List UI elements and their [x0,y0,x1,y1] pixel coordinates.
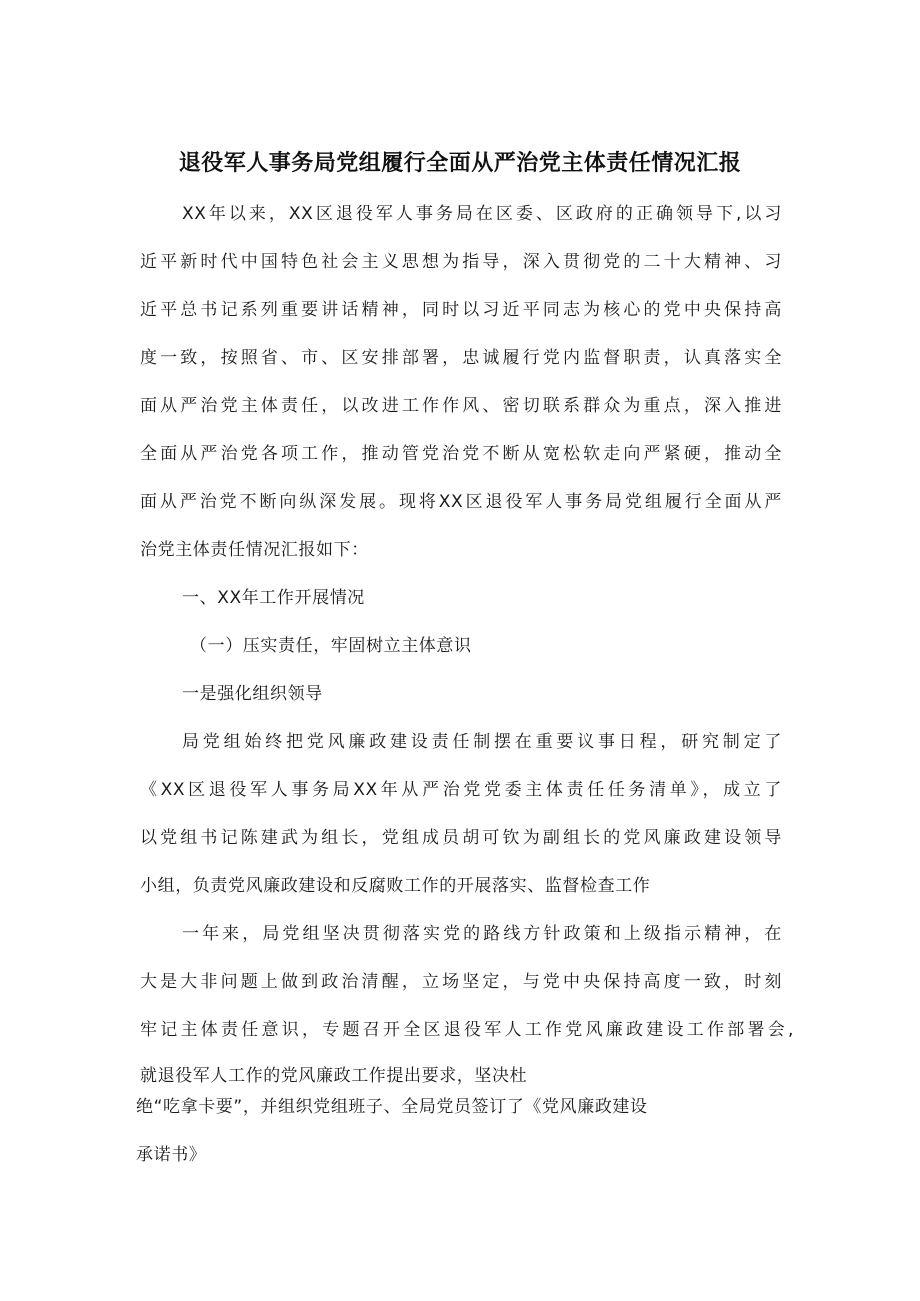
document-title: 退役军人事务局党组履行全面从严治党主体责任情况汇报 [178,151,742,176]
paragraph-line-text: 面从严治党不断向纵深发展。现将XX区退役军人事务局党组履行全面从严 [140,492,782,512]
paragraph-line-text: 以党组书记陈建武为组长，党组成员胡可钦为副组长的党风廉政建设领导 [140,828,782,848]
paragraph-line-text: 面从严治党主体责任，以改进工作作风、密切联系群众为重点，深入推进 [140,396,782,416]
subsection-heading [190,633,472,659]
paragraph-line [182,729,782,755]
paragraph-line [140,537,369,563]
paragraph-line [136,1094,648,1120]
paragraph-line-text: 度一致，按照省、市、区安排部署，忠诚履行党内监督职责，认真落实全 [140,348,782,368]
paragraph-line [140,969,782,995]
paragraph-line [182,201,782,227]
paragraph-line-text: 局党组始终把党风廉政建设责任制摆在重要议事日程，研究制定了 [182,732,782,752]
paragraph-line-text: 小组，负责党风廉政建设和反腐败工作的开展落实、监督检查工作 [140,876,651,896]
paragraph-line-text: 全面从严治党各项工作，推动管党治党不断从宽松软走向严紧硬，推动全 [140,444,782,464]
paragraph-line-text: 治党主体责任情况汇报如下： [140,540,369,560]
paragraph-line [136,1142,206,1168]
subsection-heading-text: （一）压实责任，牢固树立主体意识 [190,636,472,656]
paragraph-line-text: 就退役军人工作的党风廉政工作提出要求，坚决杜 [140,1066,528,1086]
paragraph-line [140,489,782,515]
paragraph-line-text: 近平新时代中国特色社会主义思想为指导，深入贯彻党的二十大精神、习 [140,252,782,272]
item-heading [182,681,323,707]
paragraph-line [140,873,650,899]
paragraph-line [140,297,782,323]
section-heading [182,585,365,611]
paragraph-line-text: 绝“吃拿卡要”，并组织党组班子、全局党员签订了《党风廉政建设 [136,1097,648,1117]
paragraph-line [140,441,782,467]
paragraph-line-text: 近平总书记系列重要讲话精神，同时以习近平同志为核心的党中央保持高 [140,300,782,320]
paragraph-line [182,921,782,947]
paragraph-line-text: 承诺书》 [136,1145,207,1165]
paragraph-line [140,777,782,803]
paragraph-line [140,249,782,275]
paragraph-line [140,1063,527,1089]
paragraph-line [140,345,782,371]
paragraph-line-text: 牢记主体责任意识，专题召开全区退役军人工作党风廉政建设工作部署会, [140,1020,794,1040]
section-heading-text: 一、XX年工作开展情况 [182,588,365,608]
paragraph-line-text: 大是大非问题上做到政治清醒，立场坚定，与党中央保持高度一致，时刻 [140,972,782,992]
item-heading-text: 一是强化组织领导 [182,684,323,704]
paragraph-line [140,825,782,851]
paragraph-line [140,393,782,419]
paragraph-line [140,1017,794,1043]
paragraph-line-text: 一年来，局党组坚决贯彻落实党的路线方针政策和上级指示精神，在 [182,924,782,944]
paragraph-line-text: 《XX区退役军人事务局XX年从严治党党委主体责任任务清单》，成立了 [140,780,782,800]
paragraph-line-text: XX年以来，XX区退役军人事务局在区委、区政府的正确领导下,以习 [182,204,782,224]
